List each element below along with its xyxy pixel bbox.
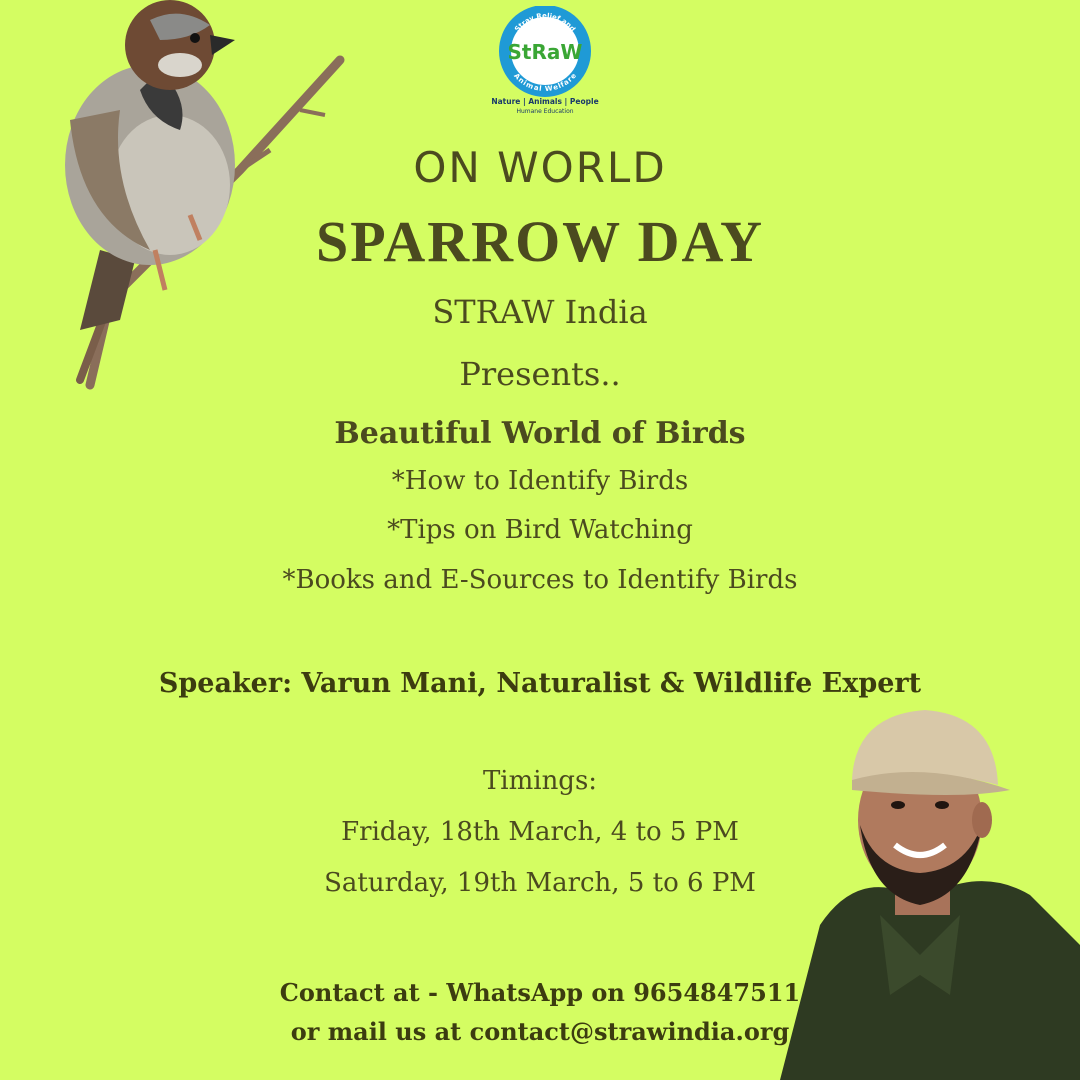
headline-line1: ON WORLD — [413, 143, 667, 192]
logo-subtagline: Humane Education — [516, 108, 574, 115]
straw-logo — [490, 6, 600, 116]
timings-heading: Timings: — [482, 766, 598, 796]
headline-line2: SPARROW DAY — [316, 209, 764, 274]
speaker-line: Speaker: Varun Mani, Naturalist & Wildlife Expert — [158, 668, 922, 699]
timing-slot: Saturday, 19th March, 5 to 6 PM — [324, 868, 756, 898]
contact-whatsapp: Contact at - WhatsApp on 9654847511 — [279, 978, 801, 1007]
logo-emblem-icon — [490, 6, 600, 116]
topic-item: *How to Identify Birds — [391, 466, 689, 496]
topic-item: *Tips on Bird Watching — [387, 515, 693, 545]
logo-wordmark: StRaW — [507, 40, 583, 64]
logo-ring-bottom: Animal Welfare — [512, 71, 578, 94]
timing-slot: Friday, 18th March, 4 to 5 PM — [341, 817, 739, 847]
contact-email: or mail us at contact@strawindia.org — [290, 1017, 790, 1046]
presenter-org: STRAW India — [432, 293, 648, 331]
sparrow-illustration — [40, 0, 360, 400]
presenter-presents: Presents.. — [459, 355, 621, 393]
logo-tagline: Nature | Animals | People — [491, 97, 599, 106]
topic-item: *Books and E-Sources to Identify Birds — [282, 565, 798, 595]
session-title: Beautiful World of Birds — [334, 416, 746, 451]
logo-ring-top: Stray Relief and — [513, 11, 577, 34]
